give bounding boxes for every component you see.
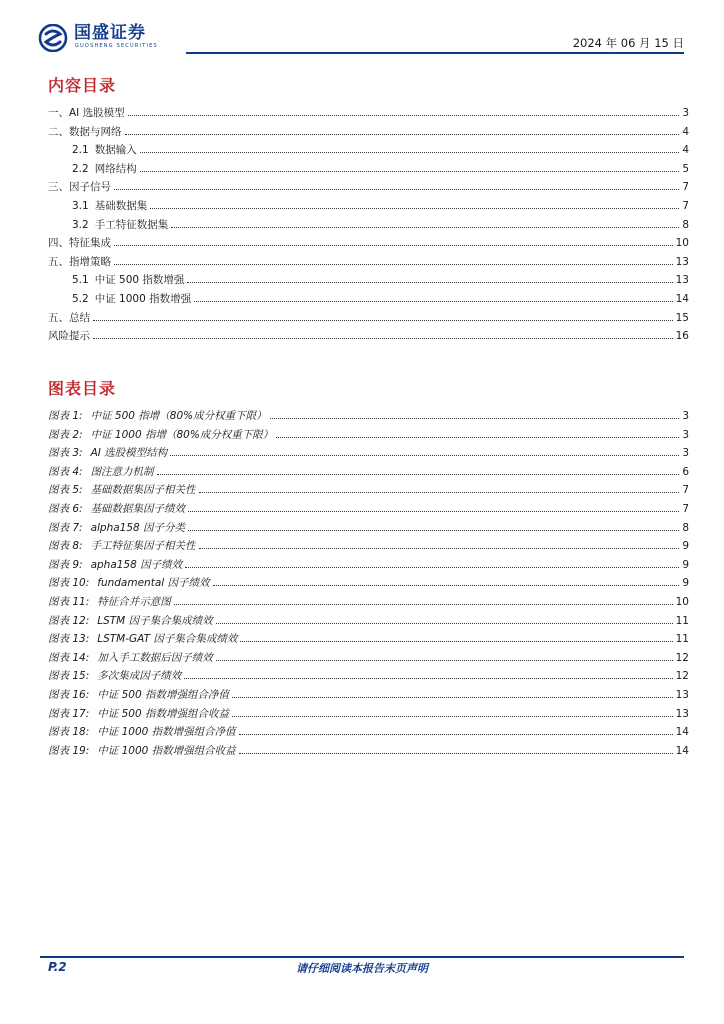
figure-item-number: 图表 1: (48, 410, 83, 422)
figure-item-label (48, 574, 210, 593)
figure-item-text: 中证 500 指增（80%成分权重下限） (90, 410, 267, 422)
toc-item-number: 5.1 (72, 274, 89, 287)
figure-item[interactable] (48, 612, 689, 631)
figure-item-text: 中证 1000 指数增强组合净值 (97, 726, 236, 739)
toc-item-page: 16 (675, 330, 689, 343)
figure-item-label (48, 723, 236, 742)
dot-leader (150, 207, 679, 209)
report-date: 2024 年 06 月 15 日 (572, 36, 684, 50)
toc-item-label (72, 160, 137, 179)
toc-item[interactable] (48, 234, 689, 253)
toc-item-label (48, 178, 111, 197)
dot-leader (199, 547, 680, 549)
toc-item-text: 基础数据集 (94, 199, 148, 212)
toc-item-page: 8 (682, 218, 689, 231)
page-header (38, 22, 684, 54)
figure-item-number: 图表 18: (48, 726, 90, 739)
figure-item[interactable] (48, 667, 689, 686)
figure-item-text: LSTM-GAT 因子集合集成绩效 (97, 633, 238, 646)
figure-item-number: 图表 17: (48, 707, 90, 720)
figure-item-page: 10 (675, 595, 689, 608)
figure-item-label (48, 481, 196, 500)
figure-item-text: 中证 500 指数增强组合净值 (97, 688, 229, 701)
toc-item-label (48, 104, 125, 123)
dot-leader (114, 244, 673, 246)
toc-item[interactable] (48, 271, 689, 290)
figure-item[interactable] (48, 407, 689, 426)
toc-item-text: 五、指增策略 (48, 255, 111, 268)
toc-item-page: 10 (675, 237, 689, 250)
figure-item-label (48, 407, 267, 426)
dot-leader (239, 733, 673, 735)
toc-item-text: 一、AI 选股模型 (48, 107, 125, 119)
figure-item[interactable] (48, 574, 689, 593)
figure-item-text: 特征合并示意图 (97, 595, 171, 608)
toc-item-text: 风险提示 (48, 330, 90, 343)
figure-item-number: 图表 2: (48, 428, 83, 441)
figure-item-number: 图表 4: (48, 465, 83, 478)
dot-leader (184, 677, 672, 679)
figure-item-text: 多次集成因子绩效 (97, 670, 182, 683)
toc-item-text: 网络结构 (94, 162, 137, 175)
figure-item[interactable] (48, 463, 689, 482)
disclaimer-notice: 请仔细阅读本报告末页声明 (296, 962, 428, 975)
toc-item-label (72, 197, 147, 216)
figure-item-number: 图表 16: (48, 688, 90, 701)
toc-item-text: 五、总结 (48, 311, 90, 324)
figure-item-label (48, 426, 273, 445)
figure-item[interactable] (48, 593, 689, 612)
dot-leader (188, 510, 679, 512)
figure-item-page: 3 (682, 410, 689, 422)
toc-item-text: 中证 1000 指数增强 (94, 292, 192, 305)
figure-item-label (48, 612, 213, 631)
figure-item-label (48, 500, 185, 519)
figure-item-label (48, 742, 236, 761)
dot-leader (140, 151, 680, 153)
figure-item-text: 基础数据集因子相关性 (90, 484, 196, 497)
figure-item-number: 图表 11: (48, 595, 90, 608)
dot-leader (93, 319, 673, 321)
toc-item-label (72, 271, 184, 290)
dot-leader (216, 622, 673, 624)
figure-item-text: alpha158 因子分类 (90, 521, 186, 534)
dot-leader (240, 640, 672, 642)
figure-item-page: 14 (675, 726, 689, 739)
toc-item-label (72, 216, 168, 235)
figure-item[interactable] (48, 537, 689, 556)
figure-item[interactable] (48, 705, 689, 724)
figure-item-text: 中证 500 指数增强组合收益 (97, 707, 229, 720)
brand-name: 国盛证券 (74, 23, 146, 43)
figure-item-label (48, 630, 237, 649)
figures-list (48, 407, 689, 760)
figure-item-text: 中证 1000 指数增强组合收益 (97, 744, 236, 757)
figure-item-label (48, 444, 167, 463)
figure-item-number: 图表 14: (48, 651, 90, 664)
figure-item-number: 图表 15: (48, 670, 90, 683)
figure-item-label (48, 537, 196, 556)
figures-title: 图表目录 (48, 379, 117, 398)
toc-list (48, 104, 689, 346)
brand-subtitle: GUOSHENG SECURITIES (75, 43, 158, 49)
figure-item-page: 6 (682, 465, 689, 478)
figure-item[interactable] (48, 500, 689, 519)
dot-leader (270, 417, 680, 419)
figure-item-page: 9 (682, 558, 689, 571)
figure-item[interactable] (48, 481, 689, 500)
figure-item[interactable] (48, 426, 689, 445)
figure-item[interactable] (48, 556, 689, 575)
toc-item[interactable] (48, 123, 689, 142)
toc-item-label (48, 309, 90, 328)
figure-item[interactable] (48, 649, 689, 668)
figure-item-page: 11 (675, 614, 689, 627)
figure-item-number: 图表 13: (48, 633, 90, 646)
dot-leader (232, 715, 673, 717)
toc-item-text: 三、因子信号 (48, 181, 111, 194)
figure-item-label (48, 649, 213, 668)
figure-item-page: 11 (675, 633, 689, 646)
figure-item-label (48, 593, 171, 612)
guosheng-logo-icon (38, 24, 68, 52)
dot-leader (239, 752, 673, 754)
toc-item-page: 14 (675, 292, 689, 305)
dot-leader (187, 281, 672, 283)
figure-item-page: 12 (675, 670, 689, 683)
dot-leader (128, 114, 680, 116)
figure-item-text: 基础数据集因子绩效 (90, 502, 186, 515)
toc-item-number: 3.1 (72, 199, 89, 212)
dot-leader (157, 473, 680, 475)
toc-item-page: 7 (682, 181, 689, 194)
figure-item-page: 7 (682, 484, 689, 497)
toc-item-label (48, 234, 111, 253)
figure-item-number: 图表 6: (48, 502, 83, 515)
figure-item[interactable] (48, 444, 689, 463)
dot-leader (194, 300, 673, 302)
toc-item-text: 中证 500 指数增强 (94, 274, 185, 287)
toc-item-page: 4 (682, 144, 689, 157)
dot-leader (199, 491, 680, 493)
figure-item-text: fundamental 因子绩效 (97, 577, 210, 590)
dot-leader (170, 454, 679, 456)
figure-item-page: 9 (682, 540, 689, 553)
figure-item-number: 图表 7: (48, 521, 83, 534)
figure-item-page: 3 (682, 428, 689, 441)
figure-item-page: 14 (675, 744, 689, 757)
toc-item-number: 3.2 (72, 218, 89, 231)
toc-item-page: 7 (682, 199, 689, 212)
figure-item-number: 图表 10: (48, 577, 90, 590)
toc-item[interactable] (48, 197, 689, 216)
figure-item[interactable] (48, 519, 689, 538)
dot-leader (174, 603, 673, 605)
toc-item[interactable] (48, 309, 689, 328)
figure-item-text: 加入手工数据后因子绩效 (97, 651, 213, 664)
figure-item-page: 13 (675, 707, 689, 720)
figure-item-number: 图表 3: (48, 447, 83, 460)
toc-item-text: 二、数据与网络 (48, 125, 122, 138)
header-divider (186, 52, 684, 54)
figure-item-label (48, 519, 185, 538)
dot-leader (114, 263, 673, 265)
figure-item-text: LSTM 因子集合集成绩效 (97, 614, 213, 627)
dot-leader (140, 170, 680, 172)
toc-item[interactable] (48, 141, 689, 160)
dot-leader (213, 584, 680, 586)
toc-item-number: 2.2 (72, 162, 89, 175)
toc-item[interactable] (48, 104, 689, 123)
figure-item-page: 13 (675, 688, 689, 701)
figure-item[interactable] (48, 742, 689, 761)
toc-item[interactable] (48, 178, 689, 197)
toc-item-page: 15 (675, 311, 689, 324)
figure-item-label (48, 705, 229, 724)
toc-item-page: 13 (675, 255, 689, 268)
toc-item[interactable] (48, 216, 689, 235)
dot-leader (216, 659, 673, 661)
figure-item-number: 图表 12: (48, 614, 90, 627)
dot-leader (185, 566, 679, 568)
dot-leader (276, 436, 679, 438)
footer-divider (40, 956, 684, 958)
figure-item[interactable] (48, 723, 689, 742)
toc-item-page: 13 (675, 274, 689, 287)
figure-item-text: 手工特征集因子相关性 (90, 540, 196, 553)
toc-item-label (72, 141, 137, 160)
figure-item-page: 9 (682, 577, 689, 590)
toc-item-text: 手工特征数据集 (94, 218, 169, 231)
toc-item-number: 2.1 (72, 144, 89, 157)
figure-item-number: 图表 5: (48, 484, 83, 497)
figure-item-page: 12 (675, 651, 689, 664)
figure-item[interactable] (48, 686, 689, 705)
toc-item-label (72, 290, 191, 309)
toc-item[interactable] (48, 290, 689, 309)
toc-item[interactable] (48, 253, 689, 272)
toc-item-label (48, 253, 111, 272)
figure-item-number: 图表 8: (48, 540, 83, 553)
figure-item-page: 3 (682, 447, 689, 460)
figure-item-label (48, 463, 154, 482)
dot-leader (188, 529, 679, 531)
figure-item-text: AI 选股模型结构 (90, 447, 168, 460)
toc-item-page: 5 (682, 162, 689, 175)
toc-item-page: 3 (682, 107, 689, 119)
toc-item-number: 5.2 (72, 292, 89, 305)
toc-item[interactable] (48, 327, 689, 346)
figure-item-page: 8 (682, 521, 689, 534)
figure-item-text: 图注意力机制 (90, 465, 154, 478)
page-number: P.2 (48, 960, 67, 974)
dot-leader (125, 133, 680, 135)
figure-item-label (48, 556, 182, 575)
toc-item-label (48, 123, 122, 142)
figure-item-page: 7 (682, 502, 689, 515)
figure-item-label (48, 686, 229, 705)
dot-leader (232, 696, 673, 698)
dot-leader (114, 188, 679, 190)
figure-item-number: 图表 9: (48, 558, 83, 571)
toc-item-text: 数据输入 (94, 144, 137, 157)
figure-item-text: apha158 因子绩效 (90, 558, 183, 571)
figure-item-label (48, 667, 181, 686)
toc-item-text: 四、特征集成 (48, 237, 111, 250)
figure-item[interactable] (48, 630, 689, 649)
figure-item-text: 中证 1000 指增（80%成分权重下限） (90, 428, 274, 441)
toc-title: 内容目录 (48, 76, 117, 95)
toc-item[interactable] (48, 160, 689, 179)
dot-leader (171, 226, 679, 228)
figure-item-number: 图表 19: (48, 744, 90, 757)
toc-item-page: 4 (682, 125, 689, 138)
dot-leader (93, 337, 673, 339)
toc-item-label (48, 327, 90, 346)
